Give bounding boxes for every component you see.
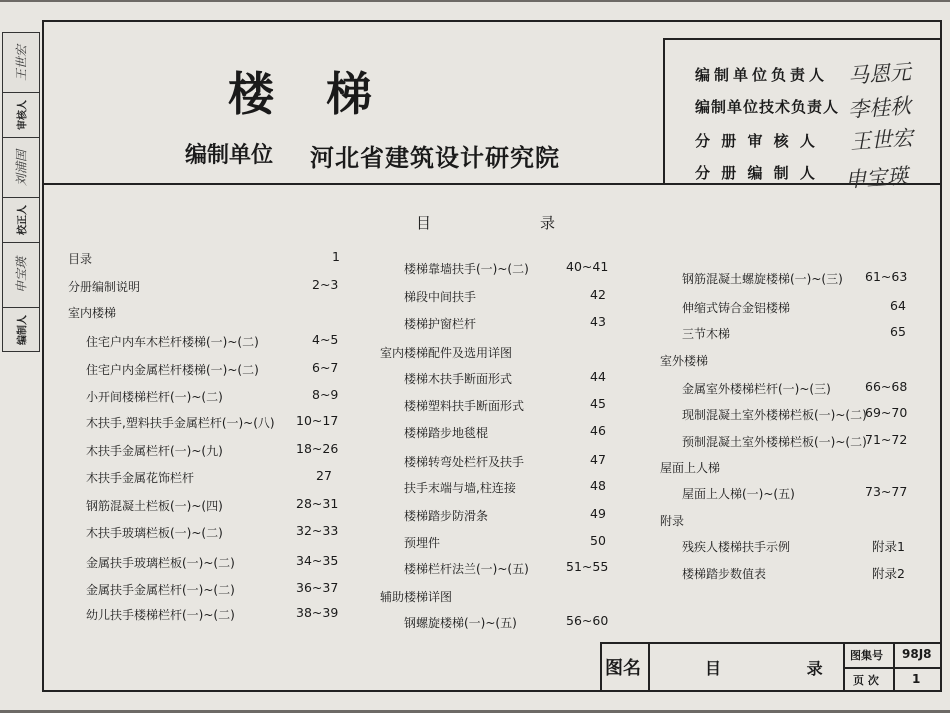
toc-page-number: 48 bbox=[590, 478, 606, 493]
toc-entry: 楼梯栏杆法兰(一)~(五) bbox=[404, 562, 529, 576]
toc-title-left: 目 bbox=[416, 214, 432, 232]
margin-label-reviewer bbox=[3, 93, 39, 138]
toc-page-number: 27 bbox=[316, 468, 332, 483]
toc-page-number: 38~39 bbox=[296, 605, 339, 620]
toc-entry: 木扶手玻璃栏板(一)~(二) bbox=[86, 526, 223, 540]
toc-page-number: 64 bbox=[890, 298, 906, 313]
toc-entry: 室内楼梯 bbox=[68, 306, 117, 320]
drawing-name: 目 录 bbox=[705, 659, 863, 678]
label-reviewer: 审核人 bbox=[17, 100, 29, 130]
toc-page-number: 18~26 bbox=[296, 441, 339, 456]
page-title: 楼 梯 bbox=[228, 67, 391, 121]
role-tech-head: 编制单位技术负责人 bbox=[695, 98, 840, 116]
toc-entry: 楼梯踏步防滑条 bbox=[404, 509, 489, 523]
toc-page-number: 47 bbox=[590, 452, 606, 467]
toc-entry: 住宅户内金属栏杆楼梯(一)~(二) bbox=[86, 363, 259, 377]
margin-label-checker bbox=[3, 198, 39, 243]
toc-entry: 金属室外楼梯栏杆(一)~(三) bbox=[682, 382, 831, 396]
toc-page-number: 32~33 bbox=[296, 523, 339, 538]
signature-compiler-margin: 申宝瑛 bbox=[14, 256, 29, 294]
toc-page-number: 50 bbox=[590, 533, 606, 548]
toc-entry: 伸缩式铸合金铝楼梯 bbox=[682, 301, 791, 315]
toc-entry: 钢筋混凝土栏板(一)~(四) bbox=[86, 499, 223, 513]
toc-entry: 预埋件 bbox=[404, 536, 441, 550]
toc-page-number: 6~7 bbox=[312, 360, 339, 375]
toc-entry: 目录 bbox=[68, 252, 93, 266]
toc-entry: 屋面上人梯(一)~(五) bbox=[682, 487, 795, 501]
role-reviewer: 分 册 审 核 人 bbox=[695, 132, 818, 150]
org-name: 河北省建筑设计研究院 bbox=[310, 144, 560, 172]
toc-entry: 幼儿扶手楼梯栏杆(一)~(二) bbox=[86, 608, 235, 622]
responsibility-top-rule bbox=[663, 38, 942, 40]
signature-reviewer-margin: 王世宏 bbox=[14, 44, 29, 81]
toc-entry: 屋面上人梯 bbox=[660, 461, 721, 475]
toc-entry: 木扶手,塑料扶手金属栏杆(一)~(八) bbox=[86, 416, 275, 430]
toc-page-number: 附录1 bbox=[872, 539, 905, 554]
title-block-top-rule bbox=[600, 642, 942, 644]
toc-page-number: 45 bbox=[590, 396, 606, 411]
toc-entry: 楼梯靠墙扶手(一)~(二) bbox=[404, 262, 529, 276]
role-compiler: 分 册 编 制 人 bbox=[695, 164, 818, 182]
toc-entry: 楼梯塑料扶手断面形式 bbox=[404, 399, 525, 413]
toc-entry: 扶手末端与墙,柱连接 bbox=[404, 481, 516, 495]
toc-title-right: 录 bbox=[540, 214, 556, 232]
toc-page-number: 49 bbox=[590, 506, 606, 521]
margin-sig-compiler bbox=[3, 243, 39, 308]
title-block-rule-1 bbox=[648, 642, 650, 692]
margin-sig-checker bbox=[3, 138, 39, 198]
drawing-name-label: 图名 bbox=[605, 658, 641, 679]
page-number: 1 bbox=[912, 672, 921, 686]
signature-reviewer: 王世宏 bbox=[849, 125, 914, 155]
atlas-no-label: 图集号 bbox=[850, 649, 883, 662]
margin-label-compiler bbox=[3, 308, 39, 351]
toc-page-number: 42 bbox=[590, 287, 606, 302]
toc-entry: 钢螺旋楼梯(一)~(五) bbox=[404, 616, 517, 630]
toc-page-number: 66~68 bbox=[865, 379, 908, 394]
toc-entry: 楼梯踏步数值表 bbox=[682, 567, 767, 581]
label-compiler: 编制人 bbox=[17, 314, 29, 345]
toc-page-number: 46 bbox=[590, 423, 606, 438]
toc-entry: 住宅户内车木栏杆楼梯(一)~(二) bbox=[86, 335, 259, 349]
toc-page-number: 51~55 bbox=[566, 559, 609, 574]
label-checker: 校正人 bbox=[17, 205, 29, 235]
toc-page-number: 56~60 bbox=[566, 613, 609, 628]
toc-entry: 梯段中间扶手 bbox=[404, 290, 477, 304]
toc-entry: 辅助楼梯详图 bbox=[380, 590, 453, 604]
toc-page-number: 61~63 bbox=[865, 269, 908, 284]
toc-entry: 木扶手金属栏杆(一)~(九) bbox=[86, 444, 223, 458]
toc-entry: 现制混凝土室外楼梯栏板(一)~(二) bbox=[682, 408, 867, 422]
margin-signoff-strip bbox=[2, 32, 40, 352]
drawing-sheet bbox=[0, 2, 950, 710]
header-divider bbox=[42, 183, 942, 185]
toc-page-number: 2~3 bbox=[312, 277, 339, 292]
toc-entry: 室外楼梯 bbox=[660, 354, 709, 368]
title-block-left-rule bbox=[600, 642, 602, 692]
page-label: 页 次 bbox=[853, 674, 879, 687]
signature-compiler: 申宝瑛 bbox=[844, 163, 909, 193]
toc-entry: 三节木梯 bbox=[682, 327, 731, 341]
toc-entry: 分册编制说明 bbox=[68, 280, 141, 294]
signature-checker-margin: 刘浦国 bbox=[14, 149, 29, 186]
toc-page-number: 1 bbox=[332, 249, 340, 264]
org-label: 编制单位 bbox=[185, 143, 274, 168]
toc-entry: 小开间楼梯栏杆(一)~(二) bbox=[86, 390, 223, 404]
toc-entry: 楼梯护窗栏杆 bbox=[404, 317, 477, 331]
toc-page-number: 71~72 bbox=[865, 432, 908, 447]
toc-entry: 金属扶手金属栏杆(一)~(二) bbox=[86, 583, 235, 597]
toc-entry: 木扶手金属花饰栏杆 bbox=[86, 471, 195, 485]
toc-page-number: 73~77 bbox=[865, 484, 908, 499]
toc-page-number: 65 bbox=[890, 324, 906, 339]
toc-entry: 金属扶手玻璃栏板(一)~(二) bbox=[86, 556, 235, 570]
toc-entry: 楼梯踏步地毯棍 bbox=[404, 426, 489, 440]
toc-entry: 钢筋混凝土螺旋楼梯(一)~(三) bbox=[682, 272, 843, 286]
toc-entry: 预制混凝土室外楼梯栏板(一)~(二) bbox=[682, 435, 867, 449]
toc-entry: 楼梯木扶手断面形式 bbox=[404, 372, 513, 386]
signature-tech-head: 李桂秋 bbox=[847, 93, 912, 123]
toc-page-number: 36~37 bbox=[296, 580, 339, 595]
role-unit-head: 编制单位负责人 bbox=[695, 66, 829, 84]
responsibility-divider bbox=[663, 38, 665, 184]
toc-entry: 楼梯转弯处栏杆及扶手 bbox=[404, 455, 525, 469]
toc-entry: 附录 bbox=[660, 514, 685, 528]
toc-page-number: 附录2 bbox=[872, 566, 905, 581]
signature-unit-head: 马恩元 bbox=[847, 59, 912, 89]
atlas-no: 98J8 bbox=[902, 647, 932, 661]
toc-page-number: 40~41 bbox=[566, 259, 609, 274]
toc-page-number: 28~31 bbox=[296, 496, 339, 511]
toc-page-number: 43 bbox=[590, 314, 606, 329]
toc-page-number: 4~5 bbox=[312, 332, 339, 347]
toc-entry: 室内楼梯配件及选用详图 bbox=[380, 346, 513, 360]
toc-page-number: 69~70 bbox=[865, 405, 908, 420]
toc-page-number: 8~9 bbox=[312, 387, 339, 402]
margin-sig-reviewer bbox=[3, 33, 39, 93]
toc-page-number: 10~17 bbox=[296, 413, 339, 428]
toc-entry: 残疾人楼梯扶手示例 bbox=[682, 540, 791, 554]
toc-page-number: 44 bbox=[590, 369, 606, 384]
toc-page-number: 34~35 bbox=[296, 553, 339, 568]
